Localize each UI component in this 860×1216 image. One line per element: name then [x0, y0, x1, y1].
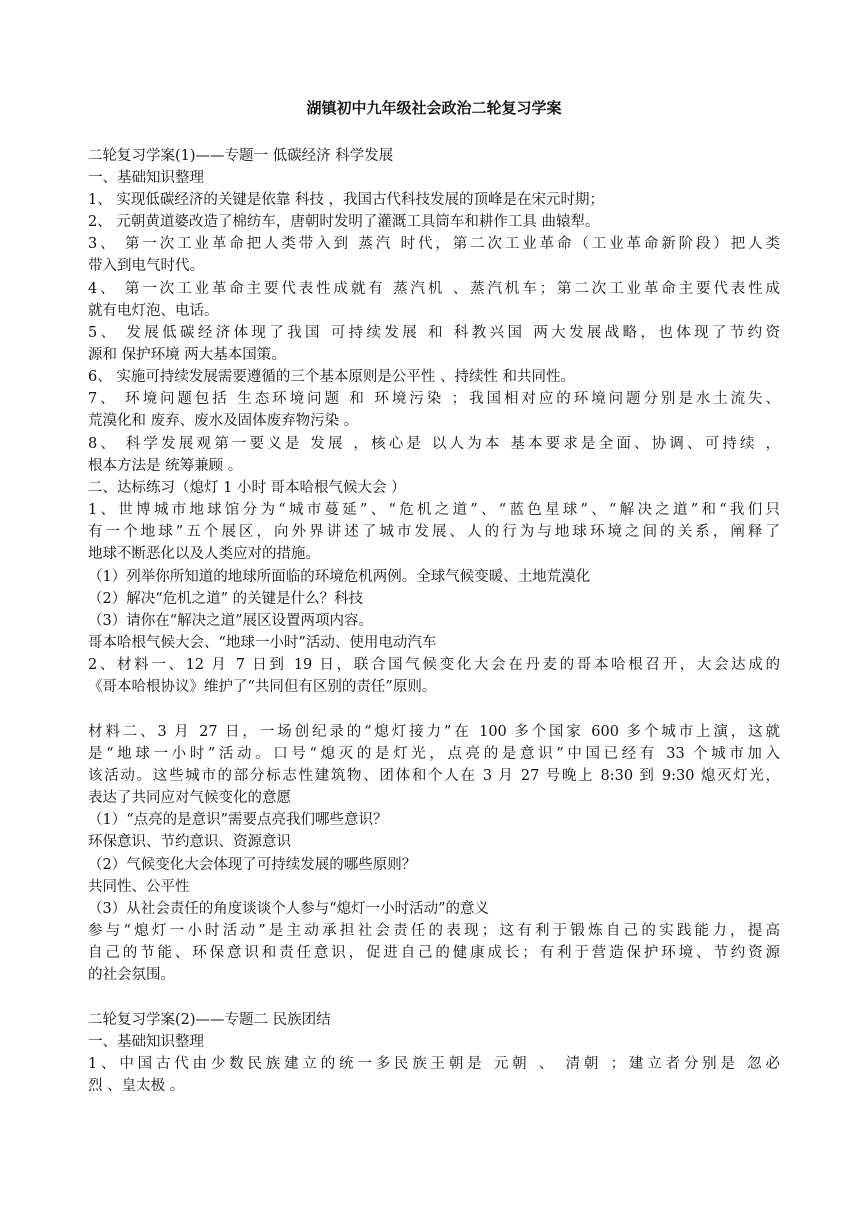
text-line: 1、中国古代由少数民族建立的统一多民族王朝是 元朝 、 清朝 ；建立者分别是 忽必: [88, 1056, 780, 1072]
text-line: 2、 元朝黄道婆改造了棉纺车，唐朝时发明了灌溉工具筒车和耕作工具 曲辕犁。: [88, 214, 600, 230]
text-line: 3、 第一次工业革命把人类带入到 蒸汽 时代，第二次工业革命（工业革命新阶段）把人类: [88, 236, 780, 252]
text-line: （1）“点亮的是意识”需要点亮我们哪些意识？: [88, 812, 388, 828]
text-line: 2、材料一、12 月 7 日到 19 日，联合国气候变化大会在丹麦的哥本哈根召开，大会达成的: [88, 657, 780, 673]
text-line: 1、世博城市地球馆分为“城市蔓延”、“危机之道”、“蓝色星球”、“解决之道”和“我们只: [88, 502, 780, 518]
text-line: （2）气候变化大会体现了可持续发展的哪些原则？: [88, 857, 417, 873]
text-line: 源和 保护环境 两大基本国策。: [88, 347, 286, 363]
text-line: 地球不断恶化以及人类应对的措施。: [88, 546, 320, 562]
text-line: 哥本哈根气候大会、“地球一小时”活动、使用电动汽车: [88, 635, 437, 651]
text-line: 的社会氛围。: [88, 967, 175, 983]
text-line: 共同性、公平性: [88, 879, 190, 895]
text-line: 4、 第一次工业革命主要代表性成就有 蒸汽机 、蒸汽机车；第二次工业革命主要代表性成: [88, 281, 780, 297]
text-line: 荒漠化和 废弃、废水及固体废弃物污染 。: [88, 413, 359, 429]
document-title: 湖镇初中九年级社会政治二轮复习学案: [306, 99, 562, 117]
text-line: 1、 实现低碳经济的关键是依靠 科技 ，我国古代科技发展的顶峰是在宋元时期；: [88, 192, 605, 208]
subsection-heading: 一、基础知识整理: [88, 1034, 204, 1050]
text-line: （1）列举你所知道的地球所面临的环境危机两例。全球气候变暖、土地荒漠化: [88, 569, 591, 585]
text-line: 就有电灯泡、电话。: [88, 303, 219, 319]
text-line: 有一个地球”五个展区，向外界讲述了城市发展、人的行为与地球环境之间的关系，阐释了: [88, 524, 780, 540]
text-line: 带入到电气时代。: [88, 258, 204, 274]
text-line: 材料二、3 月 27 日，一场创纪录的“熄灯接力”在 100 多个国家 600 多个城市上演，这就: [88, 724, 780, 740]
text-line: 5、 发展低碳经济体现了我国 可持续发展 和 科教兴国 两大发展战略，也体现了节约资: [88, 325, 780, 341]
text-line: （3）请你在“解决之道”展区设置两项内容。: [88, 613, 374, 629]
text-line: 7、 环境问题包括 生态环境问题 和 环境污染 ；我国相对应的环境问题分别是水土流失、: [88, 391, 780, 407]
text-line: （2）解决“危机之道” 的关键是什么？科技: [88, 591, 364, 607]
text-line: 6、 实施可持续发展需要遵循的三个基本原则是公平性 、持续性 和共同性。: [88, 369, 576, 385]
text-line: 8、 科学发展观第一要义是 发展 ，核心是 以人为本 基本要求是全面、协调、可持续 ，: [88, 436, 780, 452]
text-line: 根本方法是 统筹兼顾 。: [88, 458, 243, 474]
text-line: 是“地球一小时”活动。口号“熄灭的是灯光，点亮的是意识”中国已经有 33 个城市加入: [88, 746, 780, 762]
text-line: 烈 、皇太极 。: [88, 1078, 185, 1094]
text-line: （3）从社会责任的角度谈谈个人参与“熄灯一小时活动”的意义: [88, 901, 490, 917]
text-line: 《哥本哈根协议》维护了“共同但有区别的责任”原则。: [88, 679, 437, 695]
subsection-heading: 一、基础知识整理: [88, 170, 204, 186]
text-line: 自己的节能、环保意识和责任意识，促进自己的健康成长；有利于营造保护环境、节约资源: [88, 945, 780, 961]
section-heading: 二轮复习学案(1)——专题一 低碳经济 科学发展: [88, 148, 394, 164]
text-line: 表达了共同应对气候变化的意愿: [88, 790, 291, 806]
subsection-heading: 二、达标练习（熄灯 1 小时 哥本哈根气候大会 ）: [88, 480, 406, 496]
text-line: 参与“熄灯一小时活动”是主动承担社会责任的表现；这有利于锻炼自己的实践能力，提高: [88, 923, 780, 939]
text-line: 环保意识、节约意识、资源意识: [88, 834, 291, 850]
section-heading: 二轮复习学案(2)——专题二 民族团结: [88, 1012, 331, 1028]
text-line: 该活动。这些城市的部分标志性建筑物、团体和个人在 3 月 27 号晚上 8:30 到 9:30 熄灭灯光，: [88, 768, 780, 784]
